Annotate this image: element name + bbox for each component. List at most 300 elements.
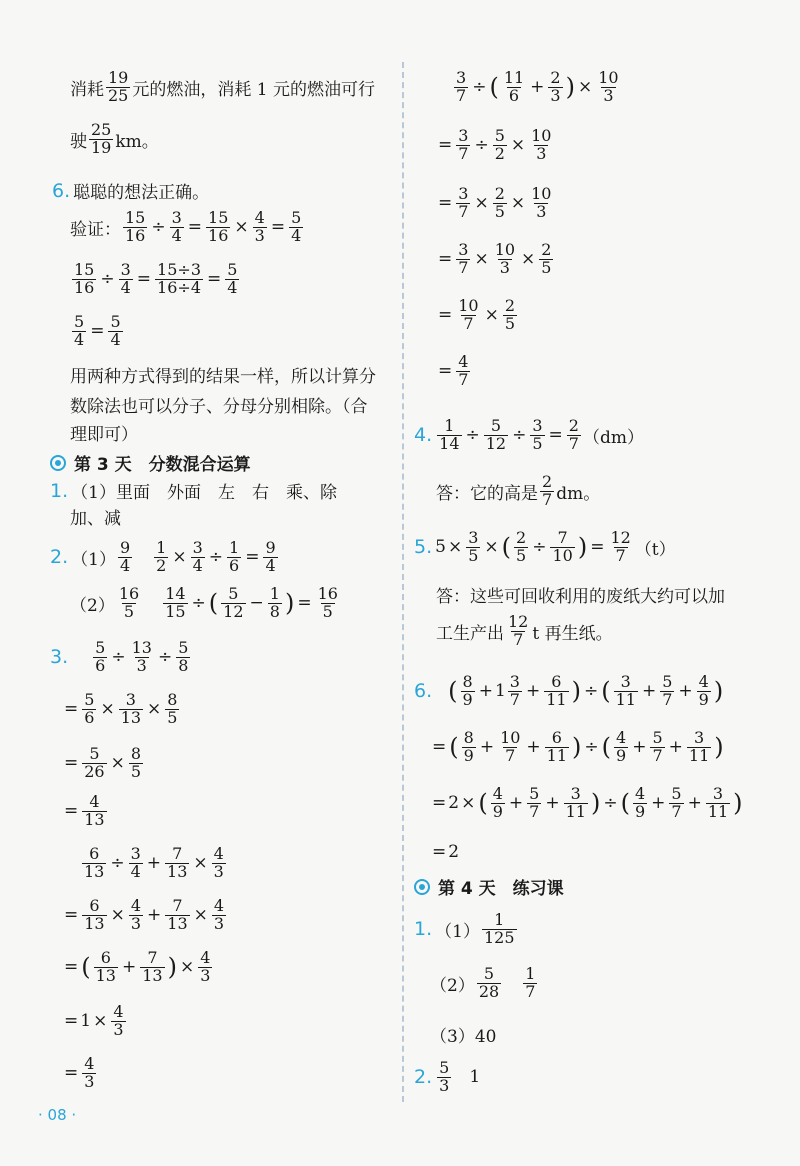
fraction <box>111 1004 125 1039</box>
denominator: 3 <box>603 85 614 105</box>
denominator: 7 <box>458 143 469 163</box>
denominator: 6 <box>84 707 95 727</box>
label: （2） <box>70 595 115 616</box>
page-number-text: 08 <box>47 1106 67 1124</box>
question-3b-step-1 <box>80 846 228 881</box>
divide-symbol: ÷ <box>472 77 487 98</box>
fraction <box>567 418 581 453</box>
denominator: 5 <box>123 601 135 621</box>
divide-symbol: ÷ <box>100 269 115 290</box>
numerator: 1 <box>269 584 280 603</box>
numerator: 15 <box>208 208 229 227</box>
fuel-line-2 <box>70 122 159 157</box>
denominator: 4 <box>265 555 276 575</box>
question-3b-step-3 <box>62 950 214 985</box>
text: dm。 <box>556 483 601 504</box>
plus-symbol: + <box>121 957 137 978</box>
equals-symbol: = <box>90 321 105 342</box>
fraction <box>140 950 164 985</box>
numerator: 2 <box>494 184 505 203</box>
fraction <box>82 1056 96 1091</box>
fraction <box>564 786 588 821</box>
denominator: 25 <box>108 85 129 105</box>
denominator: 5 <box>167 707 178 727</box>
numerator: 4 <box>213 896 225 915</box>
question-number: 2. <box>50 546 69 569</box>
denominator: 2 <box>494 143 505 163</box>
left-paren: ( <box>478 789 488 818</box>
denominator: 5 <box>322 601 333 621</box>
numerator: 1 <box>494 910 505 929</box>
times-symbol: × <box>510 135 526 156</box>
fraction <box>540 474 554 509</box>
question-3-step-1 <box>50 640 192 675</box>
day4-question-2 <box>414 1060 480 1095</box>
text: （1）里面 外面 左 右 乘、除 <box>71 483 337 503</box>
right-paren: ) <box>577 533 588 562</box>
fraction <box>614 674 638 709</box>
denominator: 3 <box>499 257 510 277</box>
denominator: 8 <box>178 655 189 675</box>
question-number: 1. <box>50 479 69 502</box>
fraction <box>94 950 118 985</box>
fraction <box>268 586 282 621</box>
fraction <box>633 786 647 821</box>
numerator: 3 <box>192 538 203 557</box>
numerator: 8 <box>167 690 178 709</box>
right-paren: ) <box>284 589 295 618</box>
denominator: 13 <box>95 965 116 985</box>
numerator: 5 <box>490 416 502 435</box>
numerator: 3 <box>509 672 520 691</box>
denominator: 8 <box>269 601 280 621</box>
divide-symbol: ÷ <box>583 681 599 702</box>
heading-text: 第 3 天 分数混合运算 <box>74 455 251 475</box>
numerator: 2 <box>516 528 527 547</box>
question-6-line-4 <box>430 842 459 862</box>
numerator: 7 <box>147 948 158 967</box>
fraction <box>165 692 179 727</box>
denominator: 7 <box>652 745 663 765</box>
fraction <box>154 540 168 575</box>
fraction <box>227 540 241 575</box>
denominator: 3 <box>84 1071 95 1091</box>
text: 答：这些可回收利用的废纸大约可以加 <box>436 587 725 607</box>
times-symbol: × <box>172 547 187 568</box>
equals-symbol: = <box>438 361 453 382</box>
numerator: 3 <box>468 528 479 547</box>
fraction <box>461 674 475 709</box>
fraction <box>614 730 628 765</box>
equals-symbol: = <box>438 135 453 156</box>
fraction <box>176 640 190 675</box>
denominator: 6 <box>508 85 520 105</box>
fraction <box>462 730 476 765</box>
denominator: 4 <box>120 277 131 297</box>
fraction <box>456 186 470 221</box>
denominator: 7 <box>509 689 520 709</box>
fraction <box>198 950 212 985</box>
text: 工生产出 <box>436 623 504 644</box>
plus-symbol: + <box>651 793 666 814</box>
times-symbol: × <box>484 537 499 558</box>
denominator: 9 <box>462 689 473 709</box>
day4-question-1-3 <box>430 1022 496 1047</box>
right-paren: ) <box>565 73 575 102</box>
denominator: 12 <box>223 601 244 621</box>
fraction <box>493 186 507 221</box>
section-heading-day3 <box>50 450 251 475</box>
divide-symbol: ÷ <box>111 647 126 668</box>
plus-symbol: + <box>545 793 560 814</box>
unit: （t） <box>634 539 676 560</box>
denominator: 5 <box>494 201 505 221</box>
text: 数除法也可以分子、分母分别相除。（合 <box>70 397 368 417</box>
fraction <box>225 262 239 297</box>
fraction <box>544 674 568 709</box>
times-symbol: × <box>193 905 208 926</box>
numerator: 15 <box>74 260 95 279</box>
plus-symbol: + <box>641 681 657 702</box>
numerator: 1 <box>229 538 240 557</box>
denominator: 7 <box>529 801 540 821</box>
equals-symbol: = <box>64 957 79 978</box>
fraction <box>650 730 664 765</box>
numerator: 14 <box>165 584 186 603</box>
times-symbol: × <box>147 699 162 720</box>
numerator: 7 <box>172 896 183 915</box>
denominator: 13 <box>167 861 188 881</box>
day4-question-1-2 <box>430 966 539 1001</box>
denominator: 13 <box>84 861 105 881</box>
fraction <box>503 298 517 333</box>
denominator: 19 <box>91 137 112 157</box>
plus-symbol: + <box>632 737 647 758</box>
left-paren: ( <box>208 589 219 618</box>
text: 消耗 <box>70 79 104 100</box>
fraction <box>155 262 203 297</box>
numerator: 3 <box>120 260 131 279</box>
question-number: 5. <box>414 536 433 559</box>
denominator: 5 <box>504 313 516 333</box>
denominator: 4 <box>192 555 203 575</box>
denominator: 7 <box>615 545 626 565</box>
numerator: 2 <box>550 68 561 87</box>
fraction <box>106 70 130 105</box>
denominator: 125 <box>483 927 515 947</box>
denominator: 16÷4 <box>157 277 201 297</box>
plus-symbol: + <box>479 737 495 758</box>
numerator: 7 <box>557 528 568 547</box>
denominator: 13 <box>120 707 142 727</box>
numerator: 3 <box>456 68 467 87</box>
fraction <box>493 128 507 163</box>
numerator: 15 <box>125 208 146 227</box>
left-paren: ( <box>620 789 630 818</box>
number: 1 <box>80 1011 92 1032</box>
fraction <box>119 692 143 727</box>
divide-symbol: ÷ <box>208 547 224 568</box>
denominator: 7 <box>505 745 516 765</box>
calc-step-5 <box>436 298 519 333</box>
equals-symbol: = <box>64 905 79 926</box>
fraction <box>456 354 470 389</box>
denominator: 3 <box>213 913 225 933</box>
denominator: 7 <box>458 201 469 221</box>
right-paren: ) <box>733 789 743 818</box>
right-paren: ) <box>713 677 724 706</box>
fraction <box>170 210 184 245</box>
divide-symbol: ÷ <box>474 135 489 156</box>
times-symbol: × <box>461 793 476 814</box>
numerator: 4 <box>130 896 142 915</box>
question-1-cont <box>70 504 121 529</box>
denominator: 5 <box>130 761 142 781</box>
times-symbol: × <box>110 905 125 926</box>
conclusion-line-1 <box>70 362 376 387</box>
question-number: 6. <box>414 680 433 703</box>
question-number: 1. <box>414 918 433 941</box>
times-symbol: × <box>484 305 499 326</box>
fraction <box>482 912 517 947</box>
denominator: 13 <box>142 965 163 985</box>
fraction <box>466 530 480 565</box>
numerator: 16 <box>118 584 140 603</box>
fraction <box>129 898 143 933</box>
numerator: 5 <box>652 728 663 747</box>
numerator: 3 <box>171 208 182 227</box>
question-2-1 <box>50 540 280 575</box>
left-paren: ( <box>501 533 512 562</box>
denominator: 14 <box>439 433 460 453</box>
unit: （dm） <box>582 427 644 448</box>
fraction <box>456 128 470 163</box>
denominator: 3 <box>536 201 547 221</box>
fraction <box>165 898 189 933</box>
denominator: 10 <box>552 545 573 565</box>
numerator: 10 <box>494 240 516 259</box>
denominator: 16 <box>125 225 146 245</box>
denominator: 11 <box>688 745 710 765</box>
heading-text: 第 4 天 练习课 <box>438 879 564 899</box>
denominator: 7 <box>456 85 467 105</box>
numerator: 10 <box>458 296 479 315</box>
denominator: 4 <box>74 329 85 349</box>
result: 2 <box>448 842 460 862</box>
question-2-2 <box>70 586 342 621</box>
plus-symbol: + <box>146 853 162 874</box>
denominator: 5 <box>516 545 527 565</box>
fraction <box>93 640 107 675</box>
numerator: 5 <box>74 312 85 331</box>
target-circle-icon <box>414 879 430 895</box>
denominator: 5 <box>541 257 552 277</box>
denominator: 7 <box>568 433 579 453</box>
left-paren: ( <box>81 953 91 982</box>
text: km。 <box>115 131 159 152</box>
numerator: 3 <box>125 690 136 709</box>
equals-symbol: = <box>590 537 605 558</box>
denominator: 3 <box>536 143 547 163</box>
fraction <box>165 846 189 881</box>
numerator: 5 <box>494 126 505 145</box>
times-symbol: × <box>93 1011 108 1032</box>
fraction <box>130 640 154 675</box>
equals-symbol: = <box>270 217 286 238</box>
question-5-answer-1 <box>436 582 725 607</box>
fraction <box>508 674 522 709</box>
fraction <box>523 966 537 1001</box>
numerator: 2 <box>504 296 516 315</box>
equals-symbol: = <box>548 425 563 446</box>
numerator: 2 <box>541 240 552 259</box>
equals-symbol: = <box>64 801 79 822</box>
times-symbol: × <box>447 537 463 558</box>
numerator: 10 <box>531 126 552 145</box>
question-number: 4. <box>414 424 433 447</box>
numerator: 1 <box>525 964 536 983</box>
denominator: 3 <box>200 965 211 985</box>
numerator: 5 <box>227 260 238 279</box>
fraction <box>163 586 187 621</box>
denominator: 9 <box>634 801 646 821</box>
numerator: 8 <box>463 728 474 747</box>
question-6-line-1 <box>414 674 724 709</box>
fraction <box>221 586 245 621</box>
numerator: 3 <box>570 784 581 803</box>
denominator: 3 <box>130 913 142 933</box>
denominator: 5 <box>468 545 479 565</box>
plus-symbol: + <box>678 681 693 702</box>
numerator: 3 <box>458 126 469 145</box>
numerator: 6 <box>89 896 100 915</box>
fraction <box>608 530 632 565</box>
calc-step-6 <box>436 354 472 389</box>
question-3-step-2 <box>62 692 181 727</box>
equals-symbol: = <box>64 753 79 774</box>
fraction <box>72 262 96 297</box>
denominator: 4 <box>291 225 302 245</box>
denominator: 7 <box>458 369 469 389</box>
text: 1 <box>469 1067 481 1088</box>
numerator: 13 <box>131 638 152 657</box>
numerator: 8 <box>130 744 142 763</box>
denominator: 9 <box>492 801 503 821</box>
fraction <box>527 786 541 821</box>
fraction <box>530 418 544 453</box>
fraction <box>484 418 508 453</box>
numerator: 4 <box>84 1054 95 1073</box>
denominator: 16 <box>208 225 229 245</box>
text: 用两种方式得到的结果一样，所以计算分 <box>70 367 376 387</box>
divide-symbol: ÷ <box>465 425 480 446</box>
times-symbol: × <box>577 77 593 98</box>
calc-step-3 <box>436 186 555 221</box>
question-3-step-4 <box>62 794 109 829</box>
fraction <box>82 746 106 781</box>
numerator: 10 <box>500 728 521 747</box>
denominator: 7 <box>513 629 524 649</box>
numerator: 5 <box>178 638 189 657</box>
numerator: 19 <box>108 68 129 87</box>
denominator: 3 <box>254 225 265 245</box>
denominator: 7 <box>671 801 682 821</box>
fraction <box>660 674 674 709</box>
right-paren: ) <box>590 789 601 818</box>
numerator: 16 <box>317 584 338 603</box>
fraction <box>289 210 303 245</box>
fraction <box>89 122 113 157</box>
denominator: 3 <box>113 1019 124 1039</box>
numerator: 3 <box>693 728 705 747</box>
left-paren: ( <box>449 733 459 762</box>
numerator: 5 <box>439 1058 450 1077</box>
denominator: 11 <box>707 801 729 821</box>
denominator: 6 <box>95 655 106 675</box>
fraction <box>191 540 205 575</box>
fraction <box>491 786 505 821</box>
denominator: 9 <box>698 689 709 709</box>
denominator: 3 <box>213 861 224 881</box>
fraction <box>477 966 501 1001</box>
numerator: 4 <box>254 208 265 227</box>
left-paren: ( <box>601 677 611 706</box>
numerator: 10 <box>531 184 552 203</box>
denominator: 4 <box>110 329 121 349</box>
numerator: 5 <box>89 744 100 763</box>
question-6 <box>52 178 209 203</box>
divide-symbol: ÷ <box>532 537 547 558</box>
denominator: 7 <box>463 313 474 333</box>
numerator: 15÷3 <box>157 260 201 279</box>
target-circle-icon <box>50 455 66 471</box>
times-symbol: × <box>474 249 489 270</box>
numerator: 4 <box>634 784 646 803</box>
fraction <box>72 314 86 349</box>
label: 验证： <box>70 219 121 240</box>
plus-symbol: + <box>508 793 524 814</box>
divide-symbol: ÷ <box>157 647 173 668</box>
equals-symbol: = <box>207 269 222 290</box>
fraction <box>550 530 574 565</box>
fraction <box>82 692 96 727</box>
denominator: 3 <box>439 1075 450 1095</box>
numerator: 5 <box>483 964 495 983</box>
right-paren: ) <box>571 677 581 706</box>
equals-symbol: = <box>438 193 453 214</box>
label: （1） <box>435 921 480 942</box>
fraction <box>697 674 711 709</box>
fraction <box>206 210 230 245</box>
equals-symbol: = <box>432 842 447 862</box>
fraction <box>548 70 562 105</box>
numerator: 12 <box>508 612 529 631</box>
question-6-line-3 <box>430 786 744 821</box>
fraction <box>437 418 461 453</box>
denominator: 7 <box>525 981 536 1001</box>
text: 元的燃油，消耗 1 元的燃油可行 <box>132 79 375 100</box>
denominator: 7 <box>662 689 673 709</box>
equals-symbol: = <box>297 593 312 614</box>
denominator: 11 <box>546 745 568 765</box>
numerator: 7 <box>172 844 183 863</box>
denominator: 4 <box>130 861 141 881</box>
numerator: 4 <box>492 784 503 803</box>
divide-symbol: ÷ <box>191 593 206 614</box>
numerator: 4 <box>616 728 627 747</box>
numerator: 4 <box>113 1002 124 1021</box>
fraction <box>263 540 277 575</box>
